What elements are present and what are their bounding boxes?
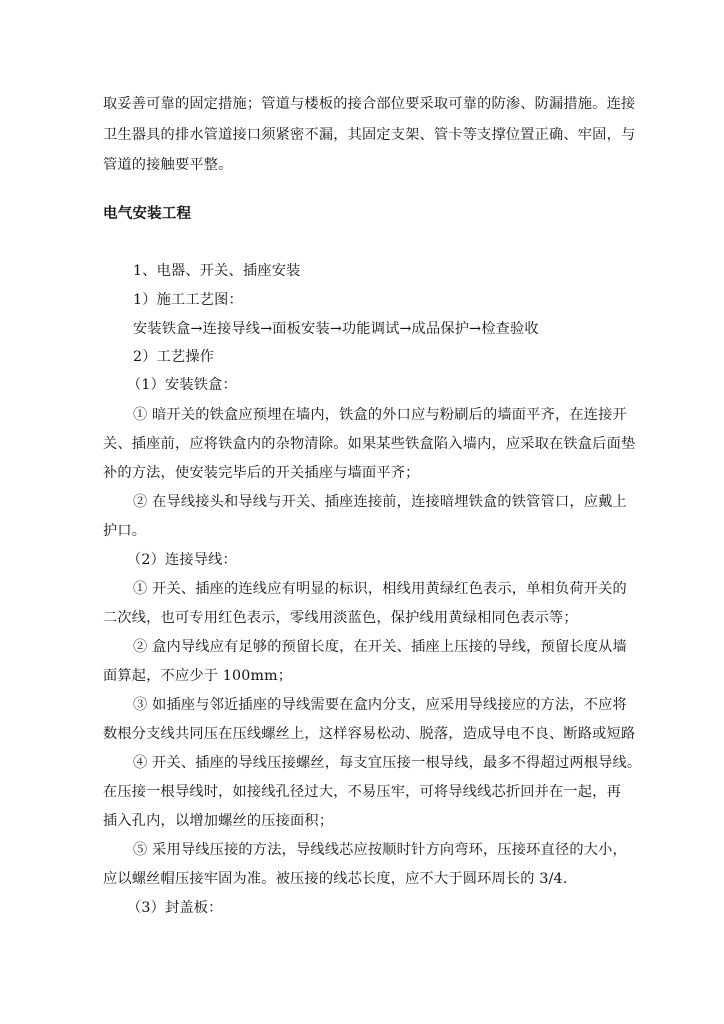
body-text-line: ① 开关、插座的连线应有明显的标识，相线用黄绿红色表示，单相负荷开关的 (133, 581, 627, 597)
body-text-line: 取妥善可靠的固定措施；管道与楼板的接合部位要采取可靠的防渗、防漏措施。连接 (103, 96, 636, 112)
body-text-line: 应以螺丝帽压接牢固为准。被压接的线芯长度，应不大于圆环周长的 3/4. (103, 871, 568, 887)
subsection-title: 1、电器、开关、插座安装 (133, 263, 301, 279)
body-text-line: 护口。 (103, 523, 147, 539)
body-text-line: ① 暗开关的铁盒应预埋在墙内，铁盒的外口应与粉刷后的墙面平齐，在连接开 (133, 407, 627, 423)
item-title: （3）封盖板： (127, 900, 223, 916)
body-text-line: ⑤ 采用导线压接的方法，导线线芯应按顺时针方向弯环，压接环直径的大小， (133, 842, 627, 858)
body-text-line: 面算起，不应少于 100mm； (103, 668, 293, 684)
body-text-line: 管道的接触要平整。 (103, 157, 233, 173)
item-title: （1）安装铁盒： (127, 377, 237, 393)
step-title: 2）工艺操作 (133, 349, 215, 365)
process-flow: 安装铁盒→连接导线→面板安装→功能调试→成品保护→检查验收 (133, 321, 539, 337)
body-text-line: ② 盒内导线应有足够的预留长度，在开关、插座上压接的导线，预留长度从墙 (133, 639, 627, 655)
body-text-line: ④ 开关、插座的导线压接螺丝，每支宜压接一根导线，最多不得超过两根导线。 (133, 755, 642, 771)
section-heading: 电气安装工程 (103, 206, 192, 222)
body-text-line: 在压接一根导线时，如接线孔径过大，不易压牢，可将导线线芯折回并在一起，再 (103, 784, 621, 800)
body-text-line: 补的方法，使安装完毕后的开关插座与墙面平齐； (103, 465, 420, 481)
body-text-line: 数根分支线共同压在压线螺丝上，这样容易松动、脱落，造成导电不良、断路或短路 (103, 726, 636, 742)
body-text-line: 插入孔内，以增加螺丝的压接面积； (103, 813, 334, 829)
item-title: （2）连接导线： (127, 552, 237, 568)
body-text-line: 关、插座前，应将铁盒内的杂物清除。如果某些铁盒陷入墙内，应采取在铁盒后面垫 (103, 436, 636, 452)
body-text-line: 卫生器具的排水管道接口须紧密不漏，其固定支架、管卡等支撑位置正确、牢固，与 (103, 127, 636, 143)
body-text-line: ③ 如插座与邻近插座的导线需要在盒内分支，应采用导线接应的方法，不应将 (133, 697, 627, 713)
body-text-line: 二次线，也可专用红色表示，零线用淡蓝色，保护线用黄绿相同色表示等； (103, 610, 578, 626)
step-title: 1）施工工艺图： (133, 292, 243, 308)
body-text-line: ② 在导线接头和导线与开关、插座连接前，连接暗埋铁盒的铁管管口，应戴上 (133, 494, 627, 510)
